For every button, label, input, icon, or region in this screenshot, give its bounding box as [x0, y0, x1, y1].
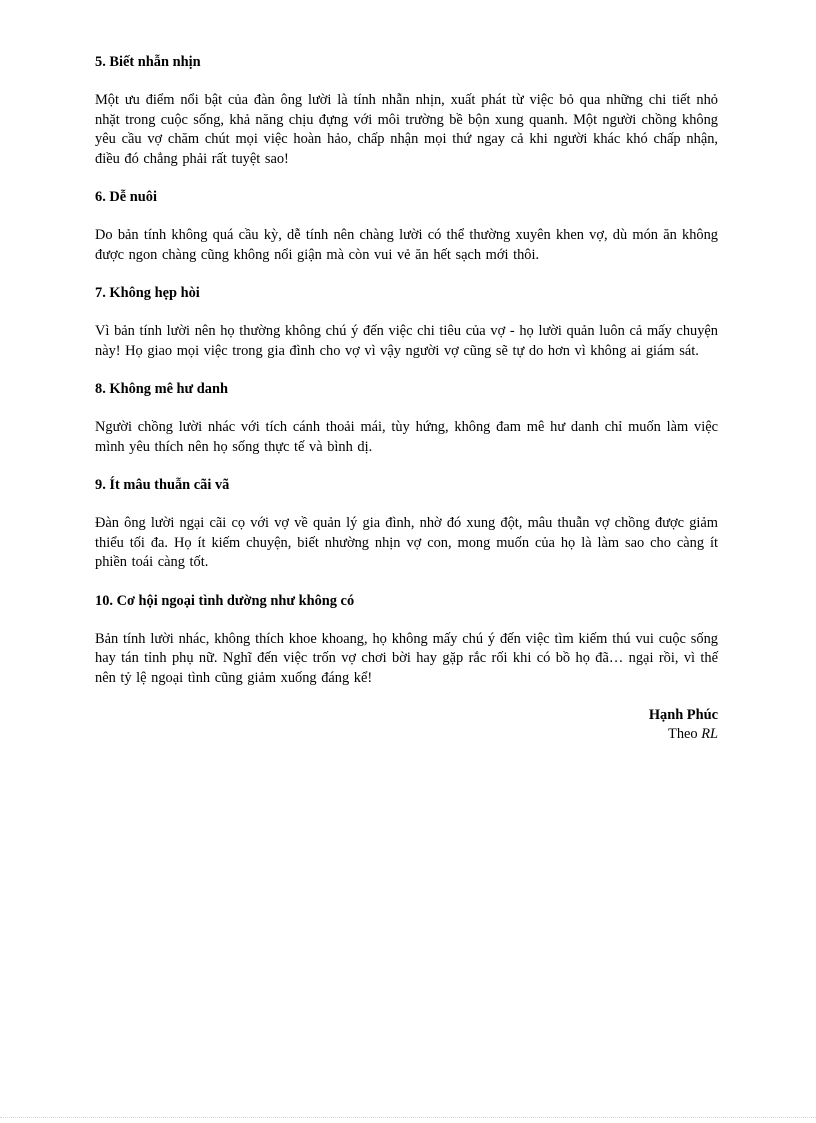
section-paragraph: Người chồng lười nhác với tích cánh thoải mái, tùy hứng, không đam mê hư danh chỉ muốn làm việc mình yêu thích nên họ sống thực tế và bình dị. — [95, 419, 718, 455]
source-name: RL — [701, 726, 718, 742]
source-line — [95, 725, 718, 744]
section-heading: 5. Biết nhẫn nhịn — [95, 54, 201, 70]
document-page — [95, 52, 718, 744]
section-paragraph: Bản tính lười nhác, không thích khoe khoang, họ không mấy chú ý đến việc tìm kiếm thú vui cuộc sống hay tán tỉnh phụ nữ. Nghĩ đến việc trốn vợ chơi bời hay gặp rắc rối khi có bồ họ đã… ngại rồi, vì thế nên tỷ lệ ngoại tình cũng giảm xuống đáng kể! — [95, 630, 718, 686]
section-paragraph: Vì bản tính lười nên họ thường không chú ý đến việc chi tiêu của vợ - họ lười quản luôn cả mấy chuyện này! Họ giao mọi việc trong gia đình cho vợ vì vậy người vợ cũng sẽ tự do hơn vì không ai giám sát. — [95, 323, 718, 359]
section-9 — [95, 475, 718, 573]
section-7 — [95, 283, 718, 361]
author-name: Hạnh Phúc — [648, 707, 718, 723]
section-5 — [95, 52, 718, 169]
page-bottom-divider — [0, 1117, 816, 1118]
section-heading: 10. Cơ hội ngoại tình dường như không có — [95, 592, 355, 609]
section-paragraph: Do bản tính không quá cầu kỳ, dễ tính nên chàng lười có thể thường xuyên khen vợ, dù món ăn không được ngon chàng cũng không nổi giận mà còn vui vẻ ăn hết sạch mới thôi. — [95, 227, 718, 263]
section-heading: 7. Không hẹp hòi — [95, 285, 200, 301]
signature-block — [95, 706, 718, 744]
section-paragraph: Đàn ông lười ngại cãi cọ với vợ về quản lý gia đình, nhờ đó xung đột, mâu thuẫn vợ chồng được giảm thiểu tối đa. Họ ít kiếm chuyện, biết nhường nhịn vợ con, mong muốn của họ là làm sao cho càng ít phiền toái càng tốt. — [95, 515, 718, 570]
section-paragraph: Một ưu điểm nổi bật của đàn ông lười là tính nhẫn nhịn, xuất phát từ việc bỏ qua những chi tiết nhỏ nhặt trong cuộc sống, khả năng chịu đựng với môi trường bề bộn xung quanh. Một người chồng không yêu cầu vợ chăm chút mọi việc hoàn hảo, chấp nhận mọi thứ ngay cả khi người khác khó chấp nhận, điều đó chẳng phải rất tuyệt sao! — [95, 92, 718, 167]
section-heading: 9. Ít mâu thuẫn cãi vã — [95, 477, 230, 493]
section-6 — [95, 187, 718, 265]
section-heading: 8. Không mê hư danh — [95, 381, 228, 397]
section-8 — [95, 379, 718, 457]
section-10 — [95, 591, 718, 689]
source-prefix: Theo — [668, 726, 702, 742]
section-heading: 6. Dễ nuôi — [95, 189, 157, 205]
